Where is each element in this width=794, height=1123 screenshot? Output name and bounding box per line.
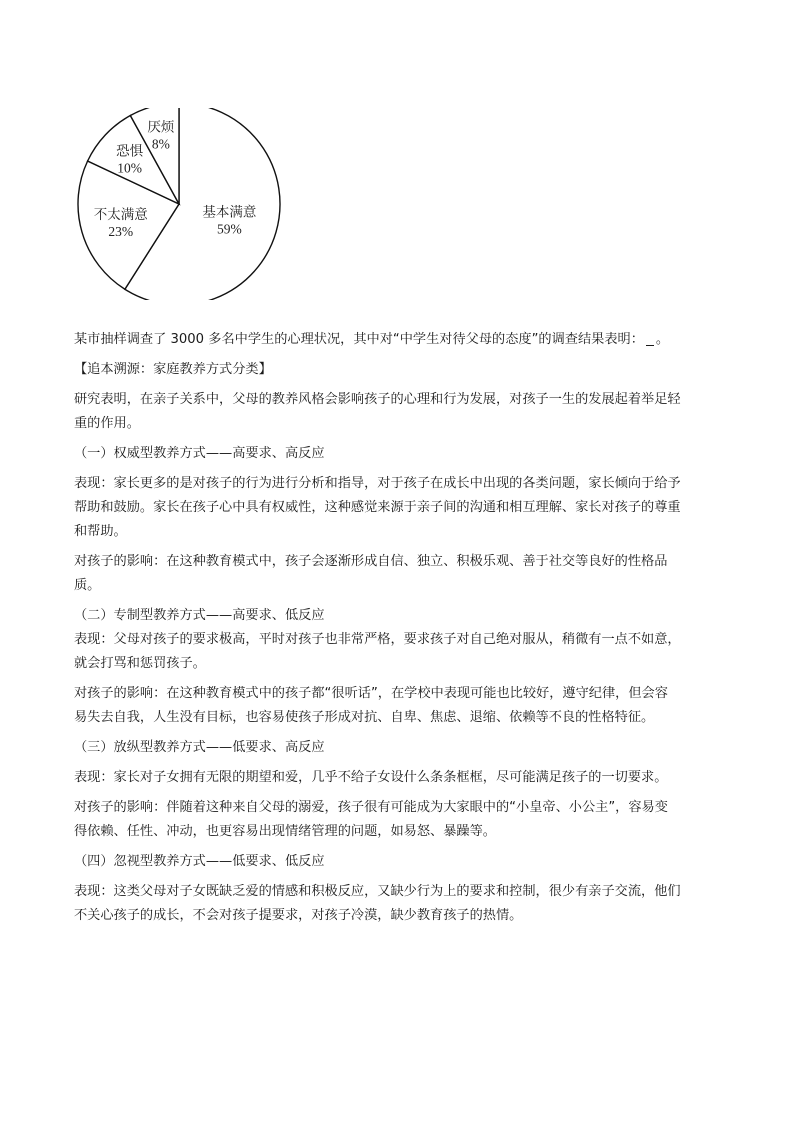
- section-3-performance: 表现：家长对子女拥有无限的期望和爱，几乎不给子女设什么条条框框，尽可能满足孩子的一切要求。: [74, 770, 668, 785]
- section-4-performance: 表现：这类父母对子女既缺乏爱的情感和积极反应，又缺少行为上的要求和控制，很少有亲子交流，他们 不关心孩子的成长，不会对孩子提要求，对孩子冷漠，缺少教育孩子的热情。: [74, 884, 681, 923]
- pie-label-value-4: 8%: [151, 136, 170, 152]
- section-1-effect: 对孩子的影响：在这种教育模式中，孩子会逐渐形成自信、独立、积极乐观、善于社交等良好的性格品 质。: [74, 554, 668, 593]
- document-body: [74, 328, 724, 928]
- pie-label-value-2: 23%: [108, 223, 134, 239]
- section-3-effect: 对孩子的影响：伴随着这种来自父母的溺爱，孩子很有可能成为大家眼中的“小皇帝、小公主”，容易变 得依赖、任性、冲动，也更容易出现情绪管理的问题，如易怒、暴躁等。: [74, 800, 668, 839]
- pie-label-category-4: 厌烦: [147, 119, 175, 135]
- pie-label-value-1: 59%: [217, 221, 242, 237]
- section-2-performance: 表现：父母对孩子的要求极高，平时对孩子也非常严格，要求孩子对自己绝对服从，稍微有一点不如意， 就会打骂和惩罚孩子。: [74, 632, 681, 671]
- section-3-title: （三）放纵型教养方式——低要求、高反应: [74, 740, 325, 755]
- section-2-title: （二）专制型教养方式——高要求、低反应: [74, 608, 325, 623]
- survey-question: 某市抽样调查了 3000 多名中学生的心理状况，其中对“中学生对待父母的态度”的调查结果表明： 。: [74, 332, 670, 347]
- section-2-effect: 对孩子的影响：在这种教育模式中的孩子都“很听话”，在学校中表现可能也比较好，遵守纪律，但会容 易失去自我，人生没有目标，也容易使孩子形成对抗、自卑、焦虑、退缩、依赖等不良的性格特征。: [74, 686, 668, 725]
- attitude-pie-chart: [74, 108, 284, 300]
- pie-label-category-3: 恐惧: [116, 143, 144, 159]
- section-1-performance: 表现：家长更多的是对孩子的行为进行分析和指导，对于孩子在成长中出现的各类问题，家长倾向于给予 帮助和鼓励。家长在孩子心中具有权威性，这种感觉来源于亲子间的沟通和相互理解、家长对孩子的尊重 和帮助。: [74, 476, 681, 539]
- pie-label-value-3: 10%: [117, 160, 143, 176]
- intro-paragraph: 研究表明，在亲子关系中，父母的教养风格会影响孩子的心理和行为发展，对孩子一生的发展起着举足轻 重的作用。: [74, 392, 681, 431]
- section-1-title: （一）权威型教养方式——高要求、高反应: [74, 446, 325, 461]
- pie-label-category-2: 不太满意: [93, 206, 148, 222]
- answer-blank[interactable]: [646, 331, 654, 346]
- origin-heading: 【追本溯源：家庭教养方式分类】: [74, 362, 272, 377]
- pie-label-category-1: 基本满意: [202, 204, 257, 220]
- section-4-title: （四）忽视型教养方式——低要求、低反应: [74, 854, 325, 869]
